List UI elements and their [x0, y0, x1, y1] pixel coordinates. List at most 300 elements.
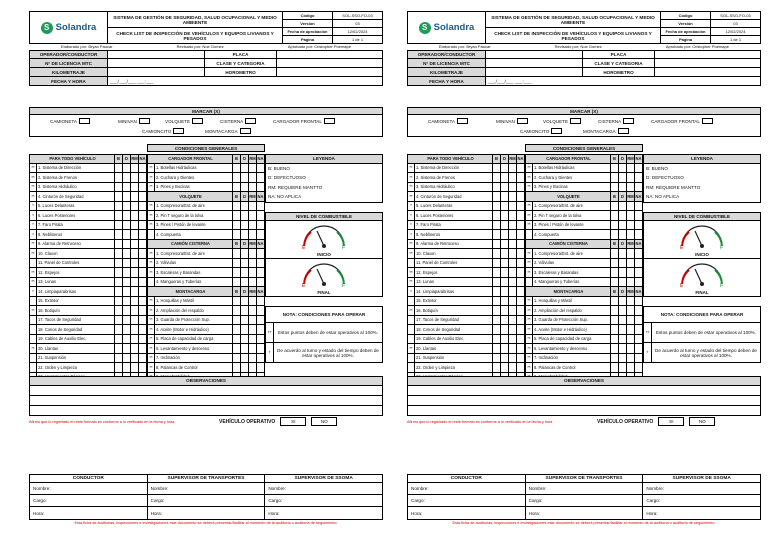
observaciones-line[interactable]	[407, 406, 761, 416]
check-rm[interactable]	[627, 278, 635, 287]
firma-hora-field[interactable]: Hora:	[646, 510, 658, 516]
check-d[interactable]	[619, 202, 627, 211]
check-b[interactable]	[611, 363, 619, 372]
check-na[interactable]	[517, 240, 525, 249]
check-na[interactable]	[139, 325, 147, 334]
check-b[interactable]	[233, 344, 241, 353]
check-b[interactable]	[115, 211, 123, 220]
check-b[interactable]	[115, 354, 123, 363]
check-rm[interactable]	[509, 211, 517, 220]
check-d[interactable]	[619, 249, 627, 258]
check-d[interactable]	[619, 363, 627, 372]
check-d[interactable]	[501, 173, 509, 182]
firma-hora-field[interactable]: Hora:	[411, 510, 423, 516]
check-d[interactable]	[619, 297, 627, 306]
check-b[interactable]	[115, 249, 123, 258]
check-rm[interactable]	[131, 297, 139, 306]
check-b[interactable]	[493, 230, 501, 239]
check-d[interactable]	[619, 268, 627, 277]
check-na[interactable]	[635, 221, 643, 230]
check-na[interactable]	[635, 306, 643, 315]
check-rm[interactable]	[627, 249, 635, 258]
check-d[interactable]	[123, 249, 131, 258]
check-b[interactable]	[493, 240, 501, 249]
check-d[interactable]	[241, 230, 249, 239]
check-d[interactable]	[501, 202, 509, 211]
check-na[interactable]	[517, 211, 525, 220]
check-b[interactable]	[611, 259, 619, 268]
check-b[interactable]	[233, 268, 241, 277]
check-na[interactable]	[517, 259, 525, 268]
check-b[interactable]	[493, 221, 501, 230]
check-d[interactable]	[123, 230, 131, 239]
firma-cargo-field[interactable]: Cargo:	[30, 495, 147, 507]
check-d[interactable]	[123, 278, 131, 287]
check-d[interactable]	[241, 173, 249, 182]
check-na[interactable]	[139, 354, 147, 363]
check-rm[interactable]	[249, 306, 257, 315]
check-na[interactable]	[257, 316, 265, 325]
check-b[interactable]	[493, 316, 501, 325]
check-na[interactable]	[635, 202, 643, 211]
check-b[interactable]	[233, 221, 241, 230]
check-b[interactable]	[493, 259, 501, 268]
check-d[interactable]	[501, 354, 509, 363]
operador-field[interactable]	[108, 51, 205, 58]
fuel-gauge-final[interactable]	[265, 259, 383, 297]
montacarga-checkbox[interactable]	[618, 128, 629, 134]
camioncito-checkbox[interactable]	[551, 128, 562, 134]
check-d[interactable]	[123, 344, 131, 353]
check-b[interactable]	[493, 249, 501, 258]
check-na[interactable]	[635, 363, 643, 372]
check-rm[interactable]	[131, 306, 139, 315]
check-d[interactable]	[123, 173, 131, 182]
check-d[interactable]	[123, 287, 131, 296]
check-rm[interactable]	[131, 192, 139, 201]
check-b[interactable]	[233, 306, 241, 315]
check-b[interactable]	[493, 363, 501, 372]
camioncito-checkbox[interactable]	[173, 128, 184, 134]
check-rm[interactable]	[131, 287, 139, 296]
check-rm[interactable]	[131, 316, 139, 325]
check-na[interactable]	[139, 173, 147, 182]
check-b[interactable]	[493, 306, 501, 315]
firma-hora-field[interactable]: Hora:	[33, 510, 45, 516]
check-b[interactable]	[115, 278, 123, 287]
check-rm[interactable]	[627, 221, 635, 230]
check-b[interactable]	[233, 183, 241, 192]
check-d[interactable]	[241, 221, 249, 230]
placa-field[interactable]	[655, 51, 760, 58]
check-na[interactable]	[257, 259, 265, 268]
fecha-hora-field[interactable]: ___/___/___ ___:___	[488, 78, 532, 84]
check-na[interactable]	[139, 259, 147, 268]
observaciones-line[interactable]	[407, 396, 761, 406]
firma-nombre-field[interactable]: Nombre:	[148, 483, 265, 495]
check-rm[interactable]	[627, 173, 635, 182]
check-b[interactable]	[493, 164, 501, 173]
check-d[interactable]	[501, 287, 509, 296]
check-d[interactable]	[241, 344, 249, 353]
check-rm[interactable]	[131, 211, 139, 220]
check-rm[interactable]	[627, 306, 635, 315]
check-d[interactable]	[501, 297, 509, 306]
check-na[interactable]	[517, 363, 525, 372]
check-b[interactable]	[611, 344, 619, 353]
check-na[interactable]	[139, 164, 147, 173]
check-na[interactable]	[635, 316, 643, 325]
check-rm[interactable]	[627, 344, 635, 353]
check-b[interactable]	[493, 183, 501, 192]
check-b[interactable]	[233, 325, 241, 334]
check-d[interactable]	[123, 306, 131, 315]
check-na[interactable]	[139, 335, 147, 344]
check-b[interactable]	[233, 249, 241, 258]
check-na[interactable]	[139, 306, 147, 315]
check-rm[interactable]	[131, 183, 139, 192]
check-d[interactable]	[501, 211, 509, 220]
check-na[interactable]	[139, 192, 147, 201]
check-d[interactable]	[619, 230, 627, 239]
check-b[interactable]	[115, 363, 123, 372]
check-d[interactable]	[501, 240, 509, 249]
check-rm[interactable]	[249, 183, 257, 192]
check-b[interactable]	[611, 211, 619, 220]
check-na[interactable]	[517, 316, 525, 325]
check-b[interactable]	[233, 335, 241, 344]
check-d[interactable]	[123, 211, 131, 220]
check-rm[interactable]	[627, 363, 635, 372]
check-b[interactable]	[233, 363, 241, 372]
check-na[interactable]	[257, 230, 265, 239]
check-rm[interactable]	[249, 325, 257, 334]
check-na[interactable]	[635, 259, 643, 268]
check-b[interactable]	[611, 278, 619, 287]
check-d[interactable]	[501, 164, 509, 173]
check-d[interactable]	[241, 363, 249, 372]
check-na[interactable]	[517, 192, 525, 201]
check-rm[interactable]	[509, 202, 517, 211]
check-d[interactable]	[619, 344, 627, 353]
check-b[interactable]	[115, 297, 123, 306]
check-b[interactable]	[493, 173, 501, 182]
check-rm[interactable]	[509, 268, 517, 277]
check-d[interactable]	[241, 249, 249, 258]
check-d[interactable]	[241, 268, 249, 277]
check-rm[interactable]	[249, 202, 257, 211]
fecha-hora-field[interactable]: ___/___/___ ___:___	[110, 78, 154, 84]
check-rm[interactable]	[627, 202, 635, 211]
clase-field[interactable]	[655, 59, 760, 67]
check-na[interactable]	[257, 335, 265, 344]
check-rm[interactable]	[131, 344, 139, 353]
check-na[interactable]	[257, 211, 265, 220]
check-rm[interactable]	[131, 249, 139, 258]
check-d[interactable]	[619, 164, 627, 173]
check-d[interactable]	[123, 325, 131, 334]
check-rm[interactable]	[131, 354, 139, 363]
check-rm[interactable]	[509, 335, 517, 344]
check-rm[interactable]	[509, 306, 517, 315]
licencia-field[interactable]	[108, 59, 205, 67]
check-rm[interactable]	[627, 325, 635, 334]
check-d[interactable]	[501, 316, 509, 325]
check-b[interactable]	[611, 164, 619, 173]
check-b[interactable]	[115, 173, 123, 182]
check-na[interactable]	[139, 183, 147, 192]
check-na[interactable]	[139, 297, 147, 306]
check-na[interactable]	[257, 173, 265, 182]
cargador-checkbox[interactable]	[702, 118, 713, 124]
firma-cargo-field[interactable]: Cargo:	[408, 495, 525, 507]
check-rm[interactable]	[249, 335, 257, 344]
check-rm[interactable]	[249, 354, 257, 363]
placa-field[interactable]	[277, 51, 382, 58]
check-d[interactable]	[501, 325, 509, 334]
check-b[interactable]	[233, 316, 241, 325]
check-na[interactable]	[139, 249, 147, 258]
firma-hora-field[interactable]: Hora:	[528, 510, 540, 516]
check-b[interactable]	[115, 259, 123, 268]
check-d[interactable]	[123, 183, 131, 192]
observaciones-line[interactable]	[29, 406, 383, 416]
check-b[interactable]	[115, 230, 123, 239]
check-na[interactable]	[139, 268, 147, 277]
check-b[interactable]	[493, 192, 501, 201]
firma-cargo-field[interactable]: Cargo:	[526, 495, 643, 507]
cisterna-checkbox[interactable]	[245, 118, 256, 124]
check-b[interactable]	[233, 211, 241, 220]
check-na[interactable]	[257, 363, 265, 372]
check-rm[interactable]	[509, 173, 517, 182]
check-d[interactable]	[123, 297, 131, 306]
check-rm[interactable]	[249, 164, 257, 173]
check-na[interactable]	[635, 278, 643, 287]
check-rm[interactable]	[131, 259, 139, 268]
check-b[interactable]	[611, 249, 619, 258]
check-rm[interactable]	[509, 363, 517, 372]
firma-nombre-field[interactable]: Nombre:	[526, 483, 643, 495]
camioneta-checkbox[interactable]	[79, 118, 90, 124]
check-rm[interactable]	[131, 335, 139, 344]
check-na[interactable]	[139, 230, 147, 239]
check-rm[interactable]	[249, 173, 257, 182]
check-na[interactable]	[257, 202, 265, 211]
check-na[interactable]	[517, 164, 525, 173]
check-na[interactable]	[635, 164, 643, 173]
check-b[interactable]	[115, 240, 123, 249]
check-d[interactable]	[241, 325, 249, 334]
check-b[interactable]	[493, 287, 501, 296]
observaciones-line[interactable]	[29, 396, 383, 406]
check-d[interactable]	[619, 183, 627, 192]
check-rm[interactable]	[627, 259, 635, 268]
firma-hora-field[interactable]: Hora:	[150, 510, 162, 516]
check-b[interactable]	[115, 202, 123, 211]
check-b[interactable]	[115, 192, 123, 201]
check-rm[interactable]	[131, 164, 139, 173]
check-rm[interactable]	[509, 230, 517, 239]
check-na[interactable]	[517, 287, 525, 296]
check-rm[interactable]	[249, 363, 257, 372]
check-na[interactable]	[517, 221, 525, 230]
check-na[interactable]	[139, 202, 147, 211]
check-na[interactable]	[257, 278, 265, 287]
firma-cargo-field[interactable]: Cargo:	[148, 495, 265, 507]
check-d[interactable]	[123, 268, 131, 277]
check-rm[interactable]	[249, 316, 257, 325]
check-rm[interactable]	[249, 344, 257, 353]
check-b[interactable]	[233, 259, 241, 268]
check-rm[interactable]	[627, 230, 635, 239]
check-d[interactable]	[123, 335, 131, 344]
check-d[interactable]	[241, 316, 249, 325]
check-d[interactable]	[123, 354, 131, 363]
observaciones-line[interactable]	[407, 386, 761, 396]
check-rm[interactable]	[627, 354, 635, 363]
check-b[interactable]	[115, 183, 123, 192]
check-d[interactable]	[619, 221, 627, 230]
check-rm[interactable]	[509, 221, 517, 230]
check-d[interactable]	[241, 306, 249, 315]
check-d[interactable]	[123, 221, 131, 230]
check-rm[interactable]	[509, 249, 517, 258]
check-rm[interactable]	[249, 221, 257, 230]
check-na[interactable]	[139, 287, 147, 296]
minivan-checkbox[interactable]	[139, 118, 150, 124]
check-d[interactable]	[123, 202, 131, 211]
check-na[interactable]	[517, 297, 525, 306]
check-b[interactable]	[115, 164, 123, 173]
check-rm[interactable]	[509, 354, 517, 363]
licencia-field[interactable]	[486, 59, 583, 67]
check-d[interactable]	[241, 335, 249, 344]
check-rm[interactable]	[131, 173, 139, 182]
check-b[interactable]	[611, 221, 619, 230]
check-d[interactable]	[123, 192, 131, 201]
check-rm[interactable]	[249, 211, 257, 220]
check-d[interactable]	[241, 183, 249, 192]
camioneta-checkbox[interactable]	[457, 118, 468, 124]
check-na[interactable]	[635, 230, 643, 239]
check-d[interactable]	[501, 221, 509, 230]
check-rm[interactable]	[509, 278, 517, 287]
check-na[interactable]	[517, 335, 525, 344]
check-na[interactable]	[517, 268, 525, 277]
clase-field[interactable]	[277, 59, 382, 67]
fuel-gauge-final[interactable]	[643, 259, 761, 297]
check-rm[interactable]	[131, 325, 139, 334]
check-na[interactable]	[635, 173, 643, 182]
check-d[interactable]	[501, 306, 509, 315]
check-d[interactable]	[619, 259, 627, 268]
check-d[interactable]	[241, 202, 249, 211]
check-d[interactable]	[501, 268, 509, 277]
fuel-gauge-inicio[interactable]	[265, 221, 383, 259]
check-na[interactable]	[139, 316, 147, 325]
check-rm[interactable]	[249, 297, 257, 306]
check-b[interactable]	[611, 173, 619, 182]
check-rm[interactable]	[509, 183, 517, 192]
check-b[interactable]	[115, 316, 123, 325]
kilometraje-field[interactable]	[486, 68, 583, 76]
fuel-gauge-inicio[interactable]	[643, 221, 761, 259]
check-d[interactable]	[241, 278, 249, 287]
check-na[interactable]	[517, 344, 525, 353]
check-rm[interactable]	[509, 325, 517, 334]
check-d[interactable]	[501, 230, 509, 239]
observaciones-line[interactable]	[29, 386, 383, 396]
check-d[interactable]	[241, 297, 249, 306]
check-rm[interactable]	[509, 259, 517, 268]
check-na[interactable]	[635, 249, 643, 258]
check-d[interactable]	[241, 354, 249, 363]
check-rm[interactable]	[509, 344, 517, 353]
check-d[interactable]	[619, 278, 627, 287]
cargador-checkbox[interactable]	[324, 118, 335, 124]
firma-hora-field[interactable]: Hora:	[268, 510, 280, 516]
check-b[interactable]	[115, 325, 123, 334]
check-na[interactable]	[517, 173, 525, 182]
check-b[interactable]	[611, 268, 619, 277]
check-rm[interactable]	[627, 268, 635, 277]
check-b[interactable]	[493, 297, 501, 306]
check-rm[interactable]	[509, 192, 517, 201]
check-d[interactable]	[619, 316, 627, 325]
check-b[interactable]	[493, 268, 501, 277]
check-b[interactable]	[233, 230, 241, 239]
operativo-no-checkbox[interactable]: NO	[311, 417, 337, 426]
firma-nombre-field[interactable]: Nombre:	[408, 483, 525, 495]
check-b[interactable]	[611, 335, 619, 344]
check-na[interactable]	[517, 325, 525, 334]
firma-nombre-field[interactable]: Nombre:	[265, 483, 382, 495]
check-b[interactable]	[611, 202, 619, 211]
check-b[interactable]	[233, 297, 241, 306]
check-d[interactable]	[123, 316, 131, 325]
operativo-si-checkbox[interactable]: SI	[280, 417, 306, 426]
check-b[interactable]	[493, 211, 501, 220]
check-na[interactable]	[635, 297, 643, 306]
check-na[interactable]	[517, 230, 525, 239]
operativo-si-checkbox[interactable]: SI	[658, 417, 684, 426]
kilometraje-field[interactable]	[108, 68, 205, 76]
check-b[interactable]	[233, 278, 241, 287]
check-na[interactable]	[517, 183, 525, 192]
volquete-checkbox[interactable]	[192, 118, 203, 124]
check-na[interactable]	[257, 325, 265, 334]
check-d[interactable]	[501, 259, 509, 268]
check-b[interactable]	[115, 335, 123, 344]
check-rm[interactable]	[509, 297, 517, 306]
check-rm[interactable]	[627, 211, 635, 220]
check-rm[interactable]	[131, 363, 139, 372]
check-rm[interactable]	[627, 164, 635, 173]
check-d[interactable]	[241, 164, 249, 173]
check-d[interactable]	[501, 344, 509, 353]
minivan-checkbox[interactable]	[517, 118, 528, 124]
check-na[interactable]	[635, 183, 643, 192]
check-b[interactable]	[493, 354, 501, 363]
check-rm[interactable]	[249, 259, 257, 268]
check-b[interactable]	[611, 183, 619, 192]
check-rm[interactable]	[509, 316, 517, 325]
check-na[interactable]	[635, 268, 643, 277]
check-b[interactable]	[611, 325, 619, 334]
check-rm[interactable]	[131, 240, 139, 249]
check-b[interactable]	[115, 287, 123, 296]
